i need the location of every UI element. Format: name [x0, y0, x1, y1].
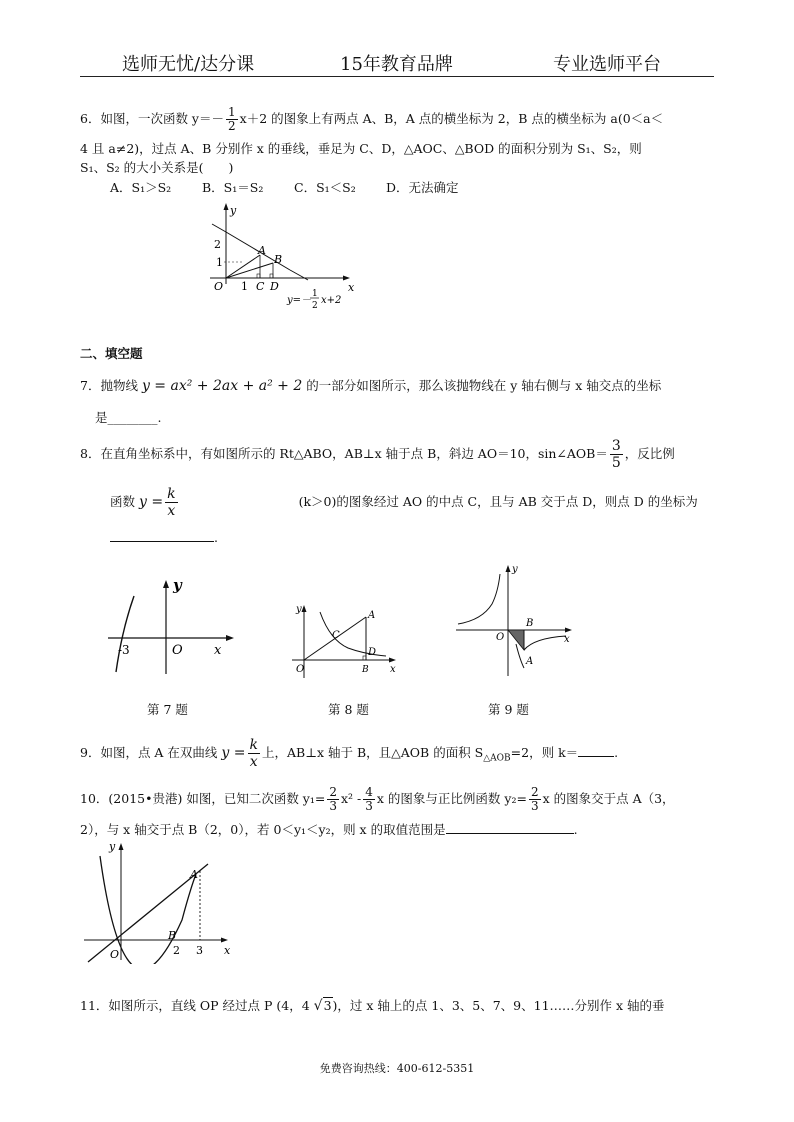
- fig8-x-label: x: [390, 664, 396, 675]
- q8-line1: 8．在直角坐标系中，有如图所示的 Rt△ABO，AB⊥x 轴于点 B，斜边 AO＝10，sin∠AOB＝ $\frac{3}{5}$ ，反比例: [80, 438, 675, 471]
- fig6-tick-2: 2: [214, 238, 221, 251]
- section-title: 二、填空题: [80, 346, 143, 361]
- q6-line1: 6．如图，一次函数 y＝－ $\frac{1}{2}$ x＋2 的图象上有两点 A、B，A 点的横坐标为 2，B 点的横坐标为 a(0＜a＜: [80, 105, 664, 133]
- fig7-y-label: y: [173, 576, 182, 594]
- fig9-origin: O: [496, 632, 505, 643]
- fig6-x-label: x: [348, 281, 355, 294]
- figure-q9: [448, 560, 578, 682]
- fig10-y-label: y: [109, 840, 116, 853]
- fig6-eq-right: x+2: [321, 295, 342, 306]
- fig10-point-b: B: [168, 929, 177, 942]
- q7-line1: 7．抛物线 y = ax² + 2ax + a² + 2 的一部分如图所示，那么该抛物线在 y 轴右侧与 x 轴交点的坐标: [80, 378, 662, 394]
- fig10-origin: O: [110, 948, 120, 961]
- fig8-point-d: D: [368, 647, 377, 658]
- fig7-x-label: x: [214, 643, 222, 658]
- header-right: 专业选师平台: [553, 54, 661, 75]
- fig7-tick-minus3: -3: [118, 643, 130, 657]
- q8-fraction: $\frac{3}{5}$: [611, 438, 621, 471]
- q7-formula: y = ax² + 2ax + a² + 2: [141, 378, 303, 394]
- fig7-caption: 第 7 题: [147, 702, 188, 717]
- fig9-point-b: B: [526, 618, 534, 629]
- fig9-caption: 第 9 题: [488, 702, 529, 717]
- q8-answer-blank[interactable]: [110, 541, 214, 542]
- fig6-point-b: B: [274, 253, 283, 266]
- q6-option-a: A．S₁＞S₂: [110, 180, 172, 195]
- fig6-eq-num: 1: [312, 289, 318, 299]
- q10-answer-blank[interactable]: [446, 833, 574, 834]
- fig8-point-b: B: [362, 665, 369, 675]
- fig9-y-label: y: [512, 564, 518, 575]
- fig10-tick-3: 3: [196, 944, 203, 957]
- q8-line2: 函数 y = $\frac{k}{x}$ (k＞0)的图象经过 AO 的中点 C，且与 AB 交于点 D，则点 D 的坐标为: [110, 486, 698, 519]
- header-left: 选师无忧/达分课: [122, 54, 255, 75]
- fig6-point-a: A: [258, 244, 266, 257]
- fig8-point-c: C: [332, 630, 340, 641]
- fig8-caption: 第 8 题: [328, 702, 369, 717]
- fig7-origin: O: [172, 643, 183, 658]
- fig6-point-c: C: [256, 280, 265, 293]
- q6-line2: 4 且 a≠2)，过点 A、B 分别作 x 的垂线，垂足为 C、D，△AOC、△BOD 的面积分别为 S₁、S₂，则: [80, 141, 642, 156]
- q6-option-c: C．S₁＜S₂: [294, 180, 356, 195]
- fig9-x-label: x: [564, 634, 570, 645]
- fig6-eq-left: y=－: [287, 295, 312, 306]
- fig6-origin: O: [214, 280, 224, 293]
- q9-function-fraction: $\frac{k}{x}$: [249, 737, 258, 770]
- fig6-tick-y1: 1: [216, 256, 223, 269]
- fig8-origin: O: [296, 664, 305, 675]
- q8-function-fraction: $\frac{k}{x}$: [167, 486, 176, 519]
- fig6-eq-den: 2: [312, 301, 318, 311]
- q6-fraction: $\frac{1}{2}$: [228, 105, 236, 133]
- figure-q8: [288, 600, 403, 682]
- fig6-tick-x1: 1: [241, 280, 248, 293]
- sqrt-sign: √: [313, 998, 323, 1014]
- fig6-point-d: D: [270, 280, 279, 293]
- q6-option-d: D．无法确定: [386, 180, 459, 195]
- footer-hotline: 免费咨询热线：400-612-5351: [319, 1062, 475, 1075]
- q10-line2: 2），与 x 轴交于点 B（2，0），若 0＜y₁＜y₂，则 x 的取值范围是 .: [80, 822, 578, 837]
- q7-line2: 是________.: [95, 410, 162, 425]
- q10-line1: 10．(2015•贵港) 如图，已知二次函数 y₁= $\frac{2}{3}$ x² - $\frac{4}{3}$ x 的图象与正比例函数 y₂= $\frac{2}{3}$ x 的图象交于点 A（3，: [80, 785, 675, 813]
- fig10-x-label: x: [224, 944, 231, 957]
- figure-q10: [80, 840, 240, 964]
- q8-line3: .: [110, 530, 218, 546]
- fig10-tick-2: 2: [173, 944, 180, 957]
- fig9-point-a: A: [526, 656, 534, 667]
- fig10-point-a: A: [190, 868, 198, 881]
- q6-line3: S₁、S₂ 的大小关系是( ): [80, 160, 234, 175]
- header-center: 15年教育品牌: [340, 54, 453, 75]
- fig8-point-a: A: [368, 610, 376, 621]
- header-rule: [80, 76, 714, 77]
- q6-options: [110, 180, 459, 196]
- fig8-y-label: y: [296, 604, 302, 615]
- q11-line1: 11．如图所示，直线 OP 经过点 P (4，4 √3)，过 x 轴上的点 1、3、5、7、9、11……分别作 x 轴的垂: [80, 998, 665, 1014]
- q9-answer-blank[interactable]: [578, 756, 614, 757]
- fig6-y-label: y: [230, 204, 237, 217]
- figure-q6: [198, 200, 358, 316]
- q9-line1: 9．如图，点 A 在双曲线 y = $\frac{k}{x}$ 上，AB⊥x 轴于 B，且△AOB 的面积 $S_{\triangle AOB}=2$，则 k＝ .: [80, 737, 619, 770]
- figure-q7: [100, 572, 240, 682]
- q6-option-b: B．S₁＝S₂: [202, 180, 264, 195]
